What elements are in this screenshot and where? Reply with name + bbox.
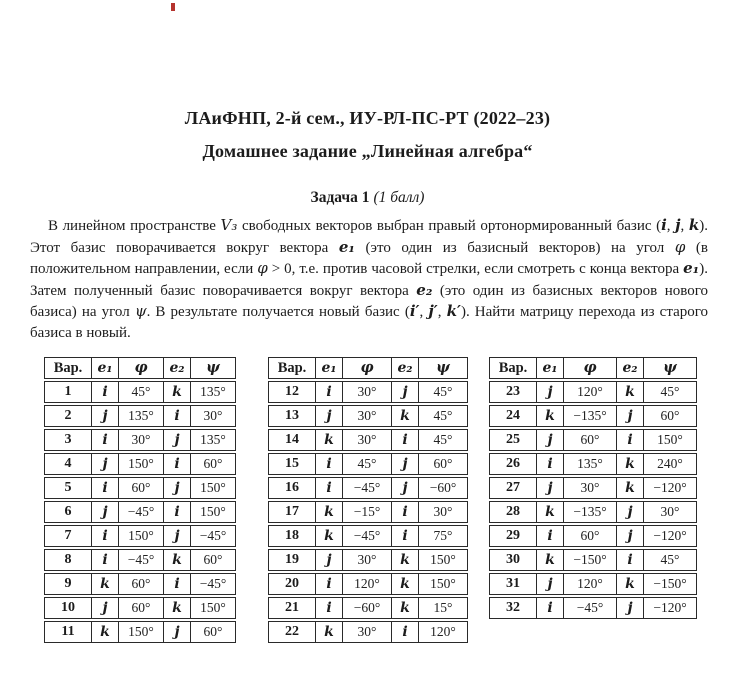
table-row [268, 477, 468, 499]
table-row [268, 405, 468, 427]
table-cell: j [315, 405, 342, 427]
table-cell: i [163, 453, 190, 475]
table-row [489, 573, 697, 595]
table-cell: i [391, 429, 418, 451]
table-cell: 120° [563, 381, 616, 403]
table-cell: 10 [44, 597, 91, 619]
table-row [44, 597, 236, 619]
math-token: V₃ [220, 216, 238, 234]
table-row [44, 429, 236, 451]
table-cell: −150° [643, 573, 697, 595]
table-cell: j [536, 429, 563, 451]
table-cell: 120° [563, 573, 616, 595]
table-cell: 60° [563, 429, 616, 451]
table-cell: 2 [44, 405, 91, 427]
table-header-row [268, 357, 468, 379]
table-header-cell: ψ [190, 357, 236, 379]
table-cell: 30° [190, 405, 236, 427]
math-token: φ [674, 237, 686, 256]
table-cell: 60° [643, 405, 697, 427]
table-cell: 60° [118, 597, 163, 619]
table-cell: j [616, 501, 643, 523]
table-cell: j [536, 477, 563, 499]
table-header-cell: e₁ [315, 357, 342, 379]
table-cell: 45° [643, 549, 697, 571]
table-cell: 7 [44, 525, 91, 547]
table-header-cell: e₂ [163, 357, 190, 379]
task-heading [0, 189, 735, 207]
table-cell: 4 [44, 453, 91, 475]
variants-table-3 [489, 355, 697, 621]
table-cell: 60° [190, 453, 236, 475]
table-cell: −15° [342, 501, 391, 523]
table-row [489, 453, 697, 475]
table-cell: 150° [418, 549, 468, 571]
table-cell: k [616, 477, 643, 499]
table-cell: −135° [563, 501, 616, 523]
table-cell: j [163, 525, 190, 547]
table-cell: −45° [118, 501, 163, 523]
table-row [268, 549, 468, 571]
table-cell: k [616, 453, 643, 475]
table-cell: 135° [563, 453, 616, 475]
table-cell: k [315, 501, 342, 523]
table-cell: j [536, 381, 563, 403]
table-cell: 45° [643, 381, 697, 403]
table-cell: 150° [118, 621, 163, 643]
table-cell: k [536, 501, 563, 523]
table-row [268, 501, 468, 523]
table-cell: 150° [643, 429, 697, 451]
table-cell: j [391, 477, 418, 499]
table-cell: j [391, 453, 418, 475]
table-cell: 20 [268, 573, 315, 595]
table-cell: 3 [44, 429, 91, 451]
table-cell: 24 [489, 405, 536, 427]
table-cell: −60° [342, 597, 391, 619]
table-cell: 30° [563, 477, 616, 499]
table-cell: 14 [268, 429, 315, 451]
table-header-row [44, 357, 236, 379]
math-token: φ [257, 259, 268, 277]
table-row [44, 477, 236, 499]
table-cell: 30° [342, 621, 391, 643]
table-cell: j [91, 405, 118, 427]
table-cell: 120° [342, 573, 391, 595]
table-cell: 60° [118, 477, 163, 499]
table-row [268, 381, 468, 403]
table-header-cell: Вар. [44, 357, 91, 379]
table-cell: 6 [44, 501, 91, 523]
table-cell: 45° [418, 381, 468, 403]
table-cell: 29 [489, 525, 536, 547]
table-cell: 150° [118, 525, 163, 547]
math-token: ψ [134, 302, 147, 320]
table-cell: j [536, 573, 563, 595]
table-row [44, 501, 236, 523]
table-cell: −120° [643, 525, 697, 547]
table-cell: k [315, 525, 342, 547]
table-cell: i [315, 381, 342, 403]
table-cell: 5 [44, 477, 91, 499]
table-cell: k [391, 573, 418, 595]
table-cell: 15° [418, 597, 468, 619]
table-cell: 30 [489, 549, 536, 571]
table-cell: i [315, 597, 342, 619]
table-cell: 30° [342, 549, 391, 571]
table-row [489, 477, 697, 499]
table-cell: j [91, 501, 118, 523]
table-cell: 11 [44, 621, 91, 643]
table-cell: j [616, 597, 643, 619]
table-cell: 30° [643, 501, 697, 523]
task-title: Задача 1 [310, 189, 370, 206]
task-paragraph: В линейном пространстве V₃ свободных векторов выбран правый ортонормированный базис (i, j, k). Этот базис поворачивается вокруг вектора e₁ (это один из базисный векторов) на угол φ (в положительном направлении, если φ > 0, т.е. против часовой стрелки, если смотреть с конца вектора e₁). Затем полученный базис поворачивается вокруг вектора e₂ (это один из базисных векторов нового базиса) на угол ψ. В результате получается новый базис (i′, j′, k′). Найти матрицу перехода из старого базиса в новый. [30, 216, 709, 341]
table-row [44, 525, 236, 547]
table-row [489, 381, 697, 403]
table-cell: 135° [190, 429, 236, 451]
table-cell: −120° [643, 477, 697, 499]
table-header-cell: e₁ [91, 357, 118, 379]
table-cell: i [616, 549, 643, 571]
table-cell: j [616, 525, 643, 547]
math-token: i′ [409, 302, 420, 320]
table-cell: 150° [118, 453, 163, 475]
math-token: k′ [446, 302, 461, 320]
table-cell: 1 [44, 381, 91, 403]
table-row [44, 549, 236, 571]
table-cell: 75° [418, 525, 468, 547]
table-cell: 45° [418, 429, 468, 451]
table-row [268, 573, 468, 595]
table-cell: 9 [44, 573, 91, 595]
table-row [489, 429, 697, 451]
table-row [44, 621, 236, 643]
table-cell: −45° [190, 573, 236, 595]
math-token: j [675, 216, 681, 234]
table-row [268, 453, 468, 475]
table-cell: 60° [418, 453, 468, 475]
math-token: i [661, 216, 667, 234]
table-header-cell: ψ [643, 357, 697, 379]
table-row [489, 405, 697, 427]
table-cell: −45° [342, 525, 391, 547]
table-header-cell: ψ [418, 357, 468, 379]
table-cell: k [391, 549, 418, 571]
table-cell: 120° [418, 621, 468, 643]
table-row [44, 405, 236, 427]
table-cell: i [315, 453, 342, 475]
table-header-cell: φ [563, 357, 616, 379]
table-cell: 150° [418, 573, 468, 595]
table-row [489, 597, 697, 619]
table-cell: 45° [342, 453, 391, 475]
table-cell: 45° [118, 381, 163, 403]
table-cell: 26 [489, 453, 536, 475]
table-cell: i [391, 501, 418, 523]
variants-table-2 [268, 355, 468, 645]
table-cell: 60° [190, 621, 236, 643]
table-cell: i [536, 525, 563, 547]
table-cell: 25 [489, 429, 536, 451]
table-cell: 30° [118, 429, 163, 451]
table-header-row [489, 357, 697, 379]
table-cell: k [536, 549, 563, 571]
table-cell: i [163, 501, 190, 523]
table-cell: i [91, 525, 118, 547]
table-row [268, 597, 468, 619]
table-cell: 150° [190, 501, 236, 523]
table-cell: 8 [44, 549, 91, 571]
table-cell: −120° [643, 597, 697, 619]
table-header-cell: e₂ [391, 357, 418, 379]
table-cell: j [163, 429, 190, 451]
table-cell: 28 [489, 501, 536, 523]
table-row [489, 549, 697, 571]
variants-table-1 [44, 355, 236, 645]
table-cell: i [163, 573, 190, 595]
table-row [268, 429, 468, 451]
table-cell: k [315, 621, 342, 643]
table-cell: −60° [418, 477, 468, 499]
table-cell: j [163, 621, 190, 643]
table-cell: −45° [342, 477, 391, 499]
table-cell: i [391, 525, 418, 547]
table-cell: 135° [118, 405, 163, 427]
table-cell: 30° [342, 381, 391, 403]
table-cell: 30° [342, 405, 391, 427]
math-token: e₁ [338, 237, 355, 256]
table-cell: j [315, 549, 342, 571]
table-cell: −135° [563, 405, 616, 427]
table-cell: 19 [268, 549, 315, 571]
doc-subtitle: Домашнее задание „Линейная алгебра“ [202, 141, 533, 161]
table-cell: k [616, 573, 643, 595]
table-cell: 45° [418, 405, 468, 427]
table-cell: j [91, 453, 118, 475]
table-cell: j [616, 405, 643, 427]
table-header-cell: e₂ [616, 357, 643, 379]
table-cell: 31 [489, 573, 536, 595]
table-cell: −150° [563, 549, 616, 571]
table-row [44, 453, 236, 475]
table-cell: k [91, 621, 118, 643]
table-cell: 16 [268, 477, 315, 499]
table-cell: 150° [190, 597, 236, 619]
table-cell: j [391, 381, 418, 403]
table-cell: i [91, 381, 118, 403]
table-header-cell: φ [118, 357, 163, 379]
table-cell: 27 [489, 477, 536, 499]
table-cell: i [536, 597, 563, 619]
table-cell: i [91, 429, 118, 451]
task-points: (1 балл) [373, 189, 425, 206]
table-row [489, 501, 697, 523]
table-cell: k [391, 597, 418, 619]
math-token: j′ [428, 302, 438, 320]
table-cell: k [536, 405, 563, 427]
table-cell: i [91, 477, 118, 499]
table-cell: 15 [268, 453, 315, 475]
math-token: e₁ [683, 259, 700, 277]
math-token: k [688, 216, 700, 234]
table-cell: 240° [643, 453, 697, 475]
table-cell: −45° [118, 549, 163, 571]
table-cell: 23 [489, 381, 536, 403]
table-cell: 21 [268, 597, 315, 619]
table-cell: 60° [190, 549, 236, 571]
table-cell: 150° [190, 477, 236, 499]
table-cell: 22 [268, 621, 315, 643]
table-header-cell: φ [342, 357, 391, 379]
math-token: e₂ [416, 280, 433, 299]
table-cell: i [391, 621, 418, 643]
table-cell: i [91, 549, 118, 571]
table-cell: j [163, 477, 190, 499]
table-cell: i [163, 405, 190, 427]
red-cursor-mark [171, 3, 175, 11]
table-cell: k [391, 405, 418, 427]
table-row [489, 525, 697, 547]
table-cell: −45° [190, 525, 236, 547]
table-header-cell: Вар. [268, 357, 315, 379]
table-header-cell: Вар. [489, 357, 536, 379]
doc-title: ЛАиФНП, 2-й сем., ИУ-РЛ-ПС-РТ (2022–23) [184, 108, 551, 128]
table-cell: i [315, 477, 342, 499]
table-header-cell: e₁ [536, 357, 563, 379]
table-cell: 30° [418, 501, 468, 523]
table-cell: 17 [268, 501, 315, 523]
table-cell: −45° [563, 597, 616, 619]
table-cell: 13 [268, 405, 315, 427]
table-cell: k [163, 597, 190, 619]
table-cell: 135° [190, 381, 236, 403]
document-header [0, 108, 735, 162]
table-cell: k [163, 381, 190, 403]
table-cell: 18 [268, 525, 315, 547]
table-cell: 32 [489, 597, 536, 619]
table-cell: i [315, 573, 342, 595]
table-cell: j [91, 597, 118, 619]
table-cell: 12 [268, 381, 315, 403]
table-cell: k [616, 381, 643, 403]
table-cell: k [163, 549, 190, 571]
table-cell: i [616, 429, 643, 451]
table-row [44, 381, 236, 403]
table-row [268, 621, 468, 643]
table-cell: 30° [342, 429, 391, 451]
table-cell: k [315, 429, 342, 451]
table-row [268, 525, 468, 547]
table-cell: i [536, 453, 563, 475]
table-cell: 60° [118, 573, 163, 595]
table-cell: k [91, 573, 118, 595]
table-row [44, 573, 236, 595]
table-cell: 60° [563, 525, 616, 547]
